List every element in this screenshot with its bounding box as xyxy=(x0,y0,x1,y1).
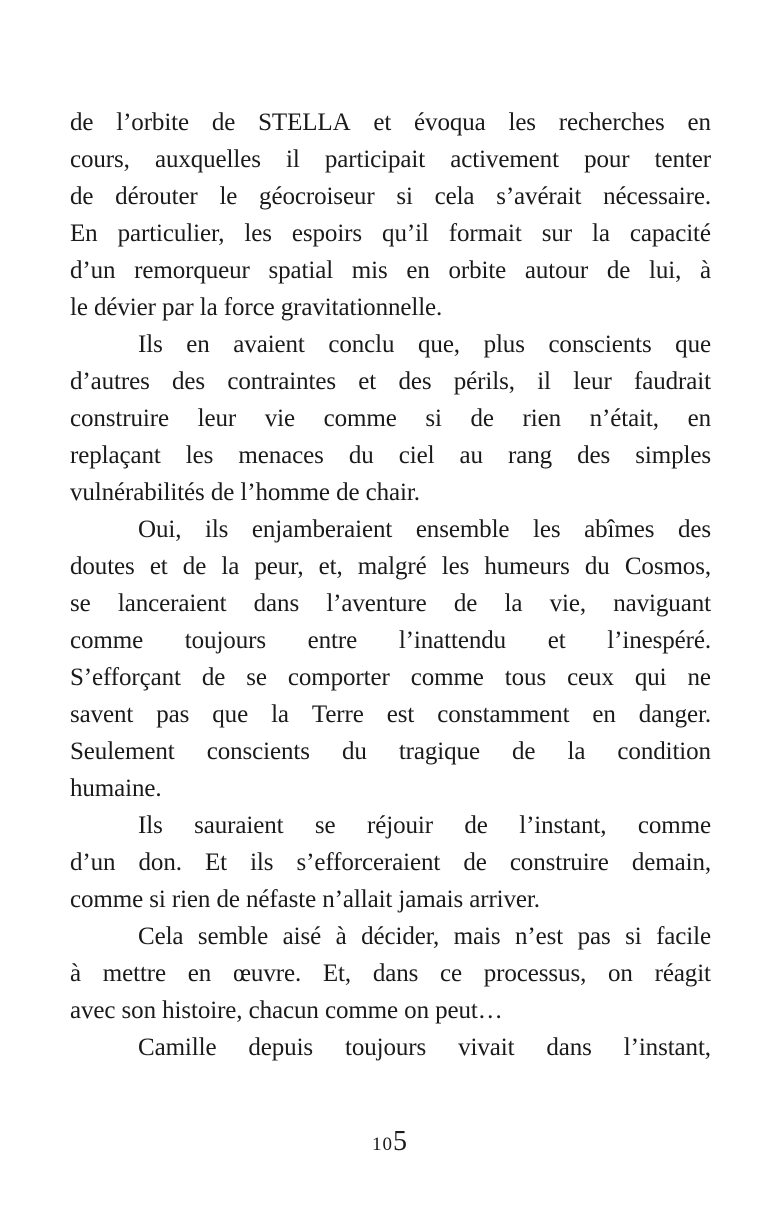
text-line: humaine. xyxy=(70,775,162,802)
text-line: Cela semble aisé à décider, mais n’est pas si facile xyxy=(138,923,711,950)
page-footer xyxy=(0,1126,780,1158)
paragraph xyxy=(70,918,711,1029)
text-line: le dévier par la force gravitationnelle. xyxy=(70,294,443,321)
paragraph xyxy=(70,326,711,511)
text-line: de dérouter le géocroiseur si cela s’avérait nécessaire. xyxy=(70,183,711,210)
text-line: Camille depuis toujours vivait dans l’instant, xyxy=(138,1034,711,1061)
text-line: Ils en avaient conclu que, plus conscients que xyxy=(138,331,711,358)
text-line: Ils sauraient se réjouir de l’instant, comme xyxy=(138,812,711,839)
text-line: savent pas que la Terre est constamment en danger. xyxy=(70,701,711,728)
text-line: vulnérabilités de l’homme de chair. xyxy=(70,479,420,506)
text-line: de l’orbite de STELLA et évoqua les recherches en xyxy=(70,109,711,136)
text-line: Oui, ils enjamberaient ensemble les abîmes des xyxy=(138,516,711,543)
text-line: comme toujours entre l’inattendu et l’inespéré. xyxy=(70,627,711,654)
paragraph xyxy=(70,807,711,918)
text-line: S’efforçant de se comporter comme tous ceux qui ne xyxy=(70,664,711,691)
text-line: cours, auxquelles il participait activement pour tenter xyxy=(70,146,711,173)
text-line: En particulier, les espoirs qu’il formait sur la capacité xyxy=(70,220,711,247)
page-number: 105 xyxy=(372,1126,408,1157)
text-line: replaçant les menaces du ciel au rang des simples xyxy=(70,442,711,469)
text-line: construire leur vie comme si de rien n’était, en xyxy=(70,405,711,432)
text-line: d’autres des contraintes et des périls, il leur faudrait xyxy=(70,368,711,395)
text-line: avec son histoire, chacun comme on peut… xyxy=(70,997,503,1024)
paragraph xyxy=(70,1029,711,1066)
text-line: se lanceraient dans l’aventure de la vie, naviguant xyxy=(70,590,711,617)
text-block xyxy=(70,104,711,1066)
text-line: d’un remorqueur spatial mis en orbite autour de lui, à xyxy=(70,257,711,284)
text-line: à mettre en œuvre. Et, dans ce processus, on réagit xyxy=(70,960,711,987)
paragraph xyxy=(70,104,711,326)
text-line: doutes et de la peur, et, malgré les humeurs du Cosmos, xyxy=(70,553,711,580)
text-line: comme si rien de néfaste n’allait jamais arriver. xyxy=(70,886,540,913)
text-line: d’un don. Et ils s’efforceraient de construire demain, xyxy=(70,849,711,876)
paragraph xyxy=(70,511,711,807)
text-line: Seulement conscients du tragique de la condition xyxy=(70,738,711,765)
